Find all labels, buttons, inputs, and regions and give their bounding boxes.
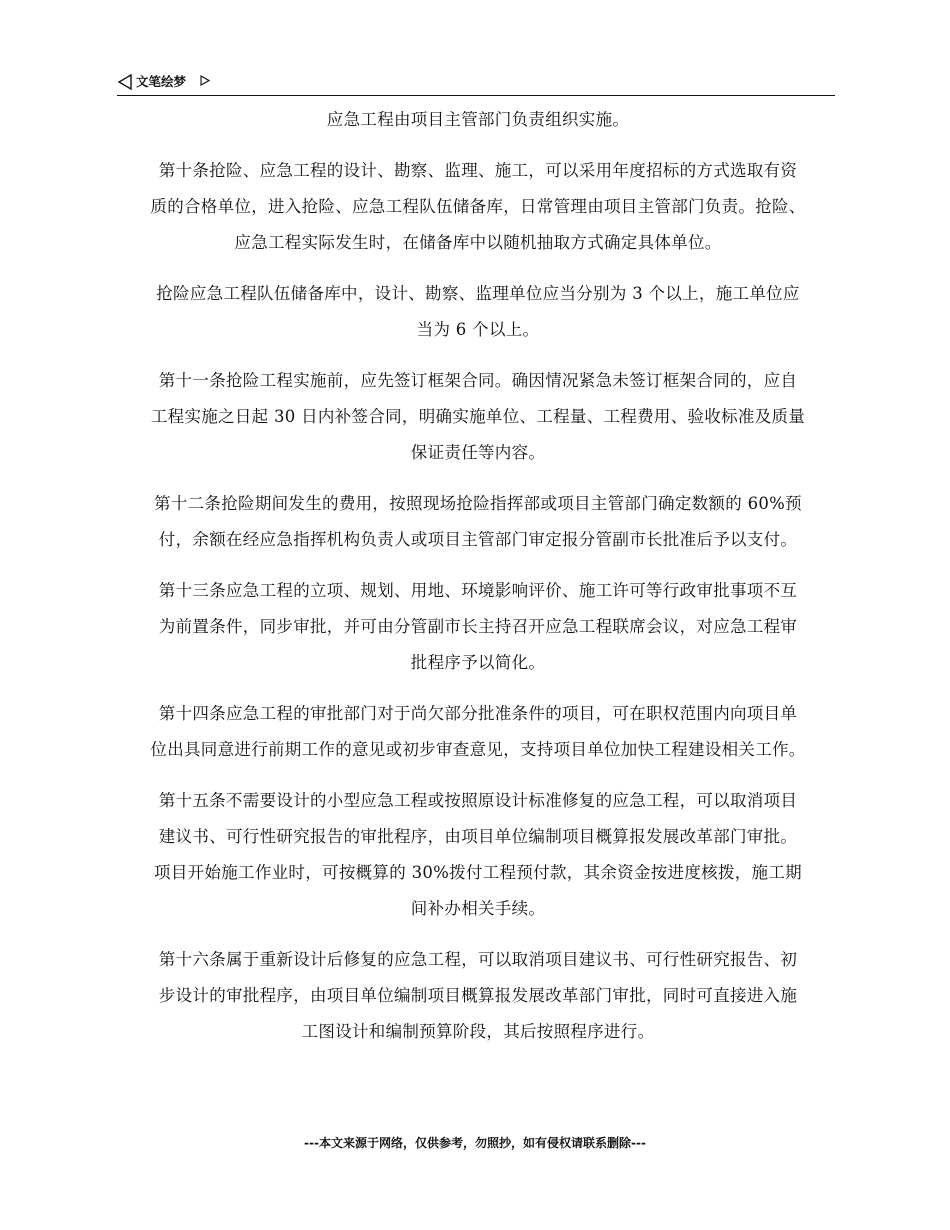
text-line: 为前置条件，同步审批，并可由分管副市长主持召开应急工程联席会议，对应急工程审 [158,617,798,636]
text-line: 项目开始施工作业时，可按概算的 30%拨付工程预付款，其余资金按进度核拨，施工期 [154,863,802,882]
text-line: 第十五条不需要设计的小型应急工程或按照原设计标准修复的应急工程，可以取消项目 [158,791,798,810]
text-line: 第十一条抢险工程实施前，应先签订框架合同。确因情况紧急未签订框架合同的，应自 [158,371,798,390]
text-line: 批程序予以简化。 [410,653,546,672]
right-triangle-icon [200,75,210,86]
text-line: 建议书、可行性研究报告的审批程序，由项目单位编制项目概算报发展改革部门审批。 [158,827,798,846]
paragraph-article-12 [117,486,839,558]
footer-disclaimer: ---本文来源于网络，仅供参考，勿照抄，如有侵权请联系删除--- [304,1136,646,1150]
text-line: 抢险应急工程队伍储备库中，设计、勘察、监理单位应当分别为 3 个以上，施工单位应 [156,284,800,303]
text-line: 第十六条属于重新设计后修复的应急工程，可以取消项目建议书、可行性研究报告、初 [158,950,798,969]
brand-label: 文笔绘梦 [136,74,187,89]
text-line: 间补办相关手续。 [410,899,546,918]
text-line: 步设计的审批程序，由项目单位编制项目概算报发展改革部门审批，同时可直接进入施 [158,986,798,1005]
text-line: 工图设计和编制预算阶段，其后按照程序进行。 [301,1022,655,1041]
paragraph-article-15 [117,783,839,927]
paragraph-article-10 [117,153,839,261]
paragraph-article-11 [117,363,839,471]
text-line: 工程实施之日起 30 日内补签合同，明确实施单位、工程量、工程费用、验收标准及质量 [150,407,806,426]
text-line: 应急工程实际发生时，在储备库中以随机抽取方式确定具体单位。 [234,233,722,252]
text-line: 质的合格单位，进入抢险、应急工程队伍储备库，日常管理由项目主管部门负责。抢险、 [150,197,806,216]
page-header [117,72,835,96]
paragraph-intro [117,102,839,138]
paragraph-article-13 [117,573,839,681]
text-line: 当为 6 个以上。 [416,320,540,339]
text-line: 第十二条抢险期间发生的费用，按照现场抢险指挥部或项目主管部门确定数额的 60%预 [154,494,802,513]
text-line: 应急工程由项目主管部门负责组织实施。 [326,110,630,129]
text-line: 第十四条应急工程的审批部门对于尚欠部分批准条件的项目，可在职权范围内向项目单 [158,704,798,723]
text-line: 第十条抢险、应急工程的设计、勘察、监理、施工，可以采用年度招标的方式选取有资 [158,161,798,180]
left-triangle-icon [117,74,133,90]
paragraph-article-16 [117,942,839,1050]
text-line: 保证责任等内容。 [410,443,546,462]
paragraph-article-14 [117,696,839,768]
paragraph-reserve-pool [117,276,839,348]
text-line: 第十三条应急工程的立项、规划、用地、环境影响评价、施工许可等行政审批事项不互 [158,581,798,600]
text-line: 位出具同意进行前期工作的意见或初步审查意见，支持项目单位加快工程建设相关工作。 [150,740,806,759]
text-line: 付，余额在经应急指挥机构负责人或项目主管部门审定报分管副市长批准后予以支付。 [158,530,798,549]
document-body [117,102,839,1065]
